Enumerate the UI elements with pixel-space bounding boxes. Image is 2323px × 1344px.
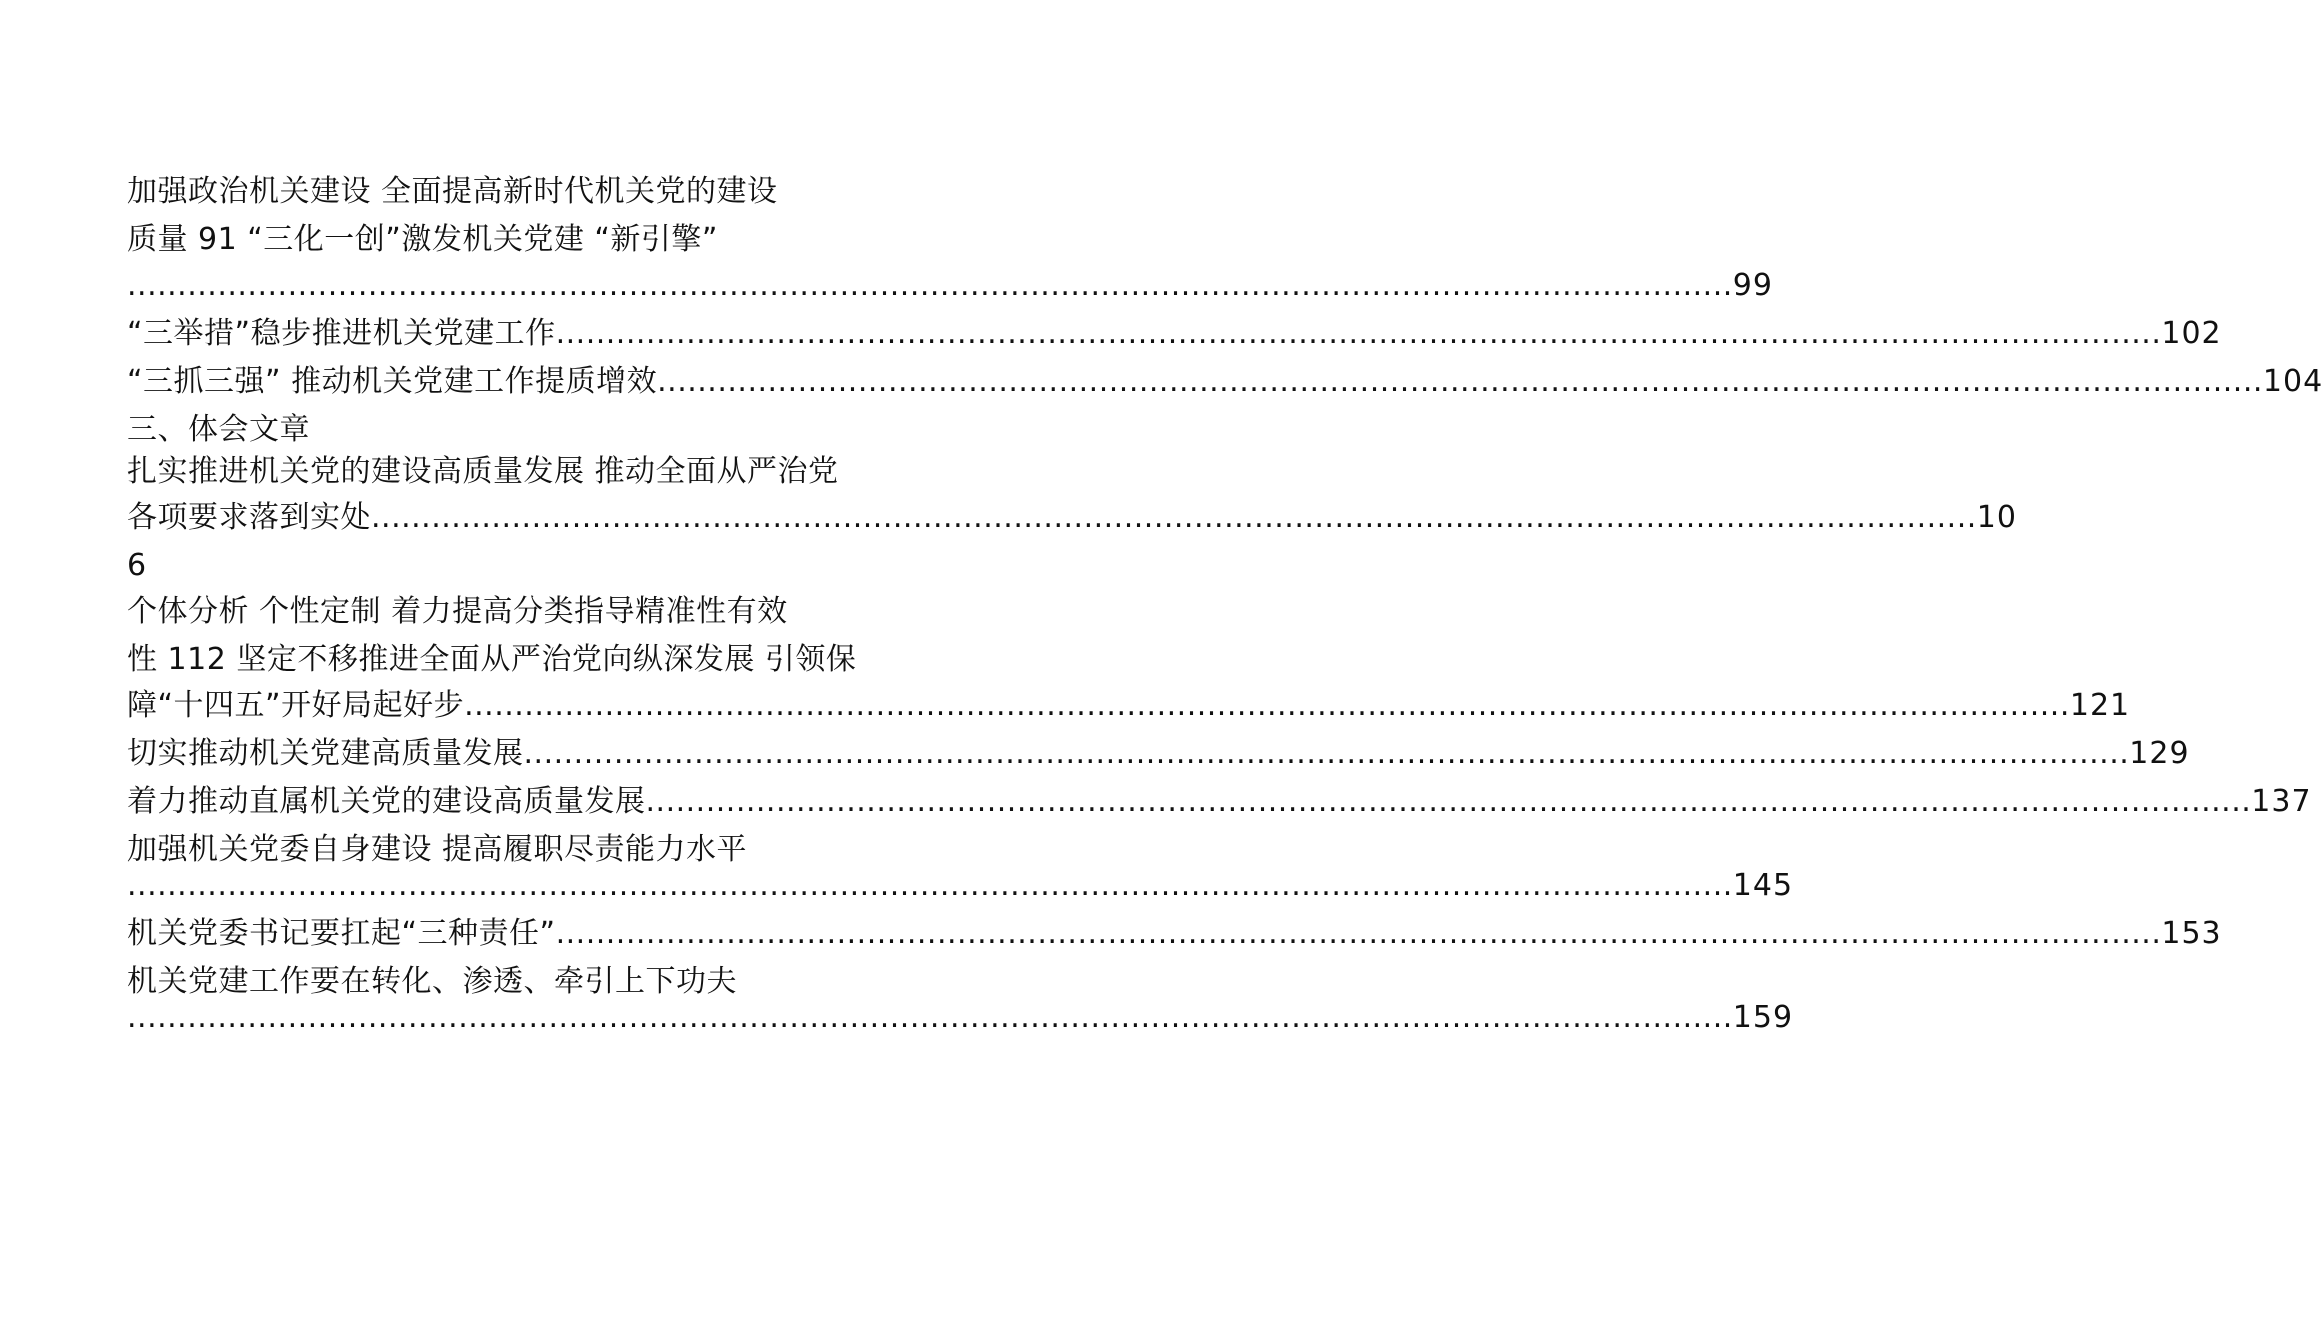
- dot-leader: ................................................................................................................................................................: [555, 316, 2162, 351]
- page-number-wrap: 6: [127, 548, 147, 583]
- page-number: 121: [2069, 688, 2131, 723]
- toc-entry: [127, 314, 2222, 354]
- toc-entry-title: 各项要求落到实处: [127, 500, 371, 535]
- dot-leader: ................................................................................................................................................................: [127, 1000, 1733, 1035]
- page-number: 104: [2262, 364, 2323, 399]
- dot-leader: ................................................................................................................................................................: [371, 500, 1977, 535]
- toc-entry-title: “三抓三强” 推动机关党建工作提质增效: [127, 364, 658, 399]
- toc-entry: [127, 782, 2312, 822]
- toc-leader-row: [127, 266, 1773, 306]
- toc-entry-line: 加强机关党委自身建设 提高履职尽责能力水平: [127, 832, 748, 867]
- toc-entry: [127, 686, 2131, 726]
- toc-entry-line: 机关党建工作要在转化、渗透、牵引上下功夫: [127, 964, 737, 999]
- page-number: 102: [2161, 316, 2222, 351]
- toc-leader-row: [127, 998, 1794, 1038]
- section-heading: 三、体会文章: [127, 412, 310, 447]
- dot-leader: ................................................................................................................................................................: [464, 688, 2070, 723]
- toc-entry-title: 障“十四五”开好局起好步: [127, 688, 465, 723]
- page-number: 99: [1732, 268, 1773, 303]
- toc-entry: [127, 914, 2222, 954]
- toc-leader-row: [127, 866, 1794, 906]
- dot-leader: ................................................................................................................................................................: [127, 268, 1733, 303]
- dot-leader: ................................................................................................................................................................: [645, 784, 2252, 819]
- page-number: 159: [1732, 1000, 1794, 1035]
- toc-entry-line: 性 112 坚定不移推进全面从严治党向纵深发展 引领保: [127, 642, 857, 677]
- dot-leader: ................................................................................................................................................................: [523, 736, 2130, 771]
- page-number: 10: [1976, 500, 2017, 535]
- toc-entry-title: “三举措”稳步推进机关党建工作: [127, 316, 556, 351]
- toc-entry-title: 着力推动直属机关党的建设高质量发展: [127, 784, 646, 819]
- toc-entry-line: 扎实推进机关党的建设高质量发展 推动全面从严治党: [127, 454, 839, 489]
- toc-entry: [127, 734, 2190, 774]
- toc-entry-title: 切实推动机关党建高质量发展: [127, 736, 524, 771]
- toc-entry-line: 加强政治机关建设 全面提高新时代机关党的建设: [127, 174, 778, 209]
- dot-leader: ................................................................................................................................................................: [555, 916, 2162, 951]
- toc-entry-title: 机关党委书记要扛起“三种责任”: [127, 916, 556, 951]
- toc-entry-line: 个体分析 个性定制 着力提高分类指导精准性有效: [127, 594, 788, 629]
- page-number: 145: [1732, 868, 1794, 903]
- page-number: 153: [2161, 916, 2222, 951]
- page-number: 137: [2251, 784, 2312, 819]
- toc-entry-line: 质量 91 “三化一创”激发机关党建 “新引擎”: [127, 222, 718, 257]
- dot-leader: ................................................................................................................................................................: [657, 364, 2263, 399]
- toc-entry: [127, 498, 2017, 538]
- dot-leader: ................................................................................................................................................................: [127, 868, 1733, 903]
- page-number: 129: [2129, 736, 2190, 771]
- toc-entry: [127, 362, 2323, 402]
